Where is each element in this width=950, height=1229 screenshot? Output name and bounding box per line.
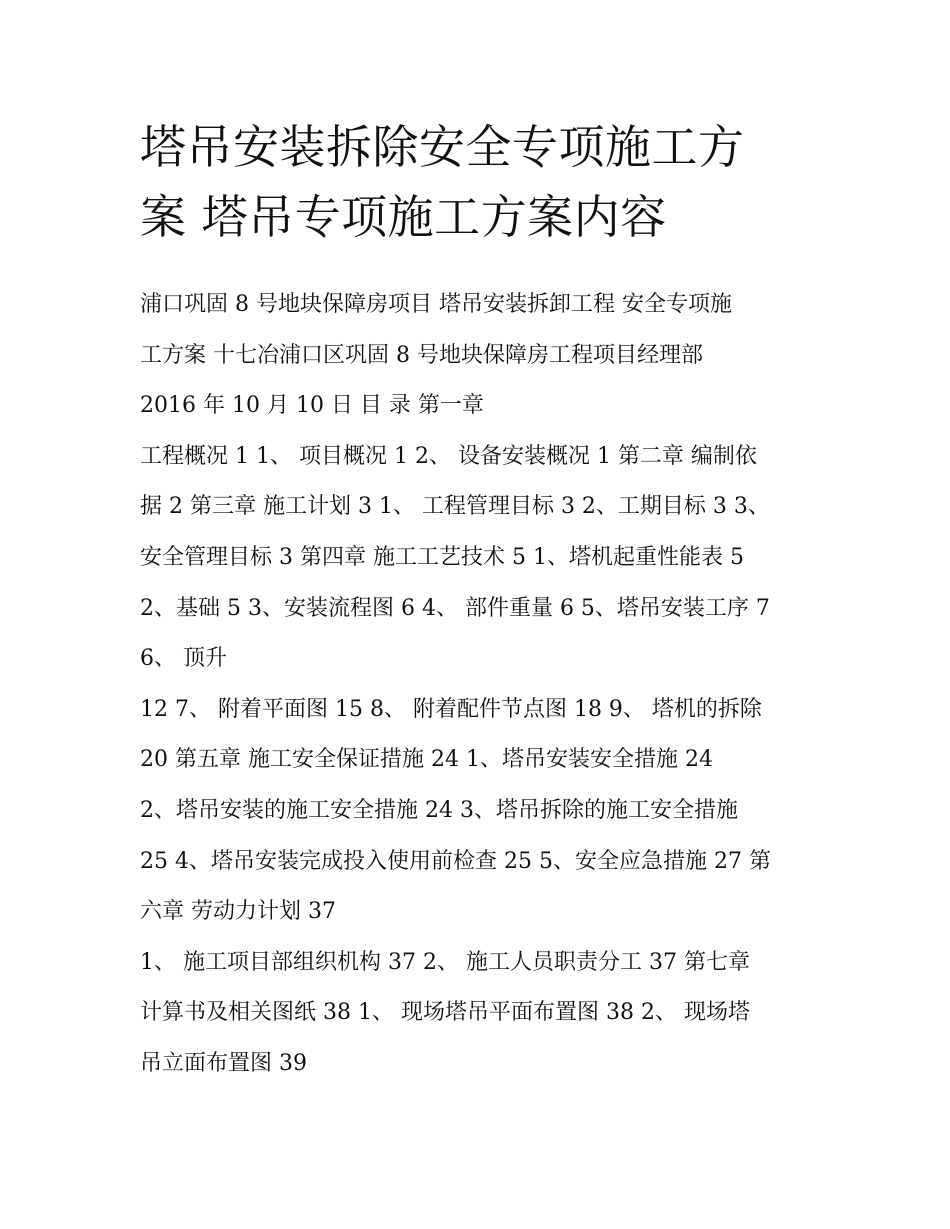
body-line-16: 吊立面布置图 39 bbox=[140, 1050, 307, 1076]
body-line-15: 计算书及相关图纸 38 1、 现场塔吊平面布置图 38 2、 现场塔 bbox=[140, 1000, 750, 1026]
body-line-8: 6、 顶升 bbox=[140, 646, 227, 672]
body-line-11: 2、塔吊安装的施工安全措施 24 3、塔吊拆除的施工安全措施 bbox=[140, 797, 738, 823]
body-line-2: 工方案 十七冶浦口区巩固 8 号地块保障房工程项目经理部 bbox=[140, 342, 703, 368]
body-line-10: 20 第五章 施工安全保证措施 24 1、塔吊安装安全措施 24 bbox=[140, 747, 713, 773]
body-line-1: 浦口巩固 8 号地块保障房项目 塔吊安装拆卸工程 安全专项施 bbox=[140, 292, 732, 317]
title-line-1: 塔吊安装拆除安全专项施工方 bbox=[140, 120, 745, 174]
body-line-14: 1、 施工项目部组织机构 37 2、 施工人员职责分工 37 第七章 bbox=[140, 949, 750, 975]
body-line-5: 据 2 第三章 施工计划 3 1、 工程管理目标 3 2、工期目标 3 3、 bbox=[140, 494, 770, 520]
document-title bbox=[140, 112, 820, 252]
body-line-12: 25 4、塔吊安装完成投入使用前检查 25 5、安全应急措施 27 第 bbox=[140, 848, 771, 874]
body-line-6: 安全管理目标 3 第四章 施工工艺技术 5 1、塔机起重性能表 5 bbox=[140, 544, 744, 570]
body-line-7: 2、基础 5 3、安装流程图 6 4、 部件重量 6 5、塔吊安装工序 7 bbox=[140, 595, 770, 621]
body-line-13: 六章 劳动力计划 37 bbox=[140, 899, 336, 925]
body-line-9: 12 7、 附着平面图 15 8、 附着配件节点图 18 9、 塔机的拆除 bbox=[140, 696, 762, 722]
document-body bbox=[140, 280, 840, 1090]
body-line-3: 2016 年 10 月 10 日 目 录 第一章 bbox=[140, 393, 484, 419]
body-line-4: 工程概况 1 1、 项目概况 1 2、 设备安装概况 1 第二章 编制依 bbox=[140, 443, 757, 469]
title-line-2: 案 塔吊专项施工方案内容 bbox=[140, 190, 667, 244]
